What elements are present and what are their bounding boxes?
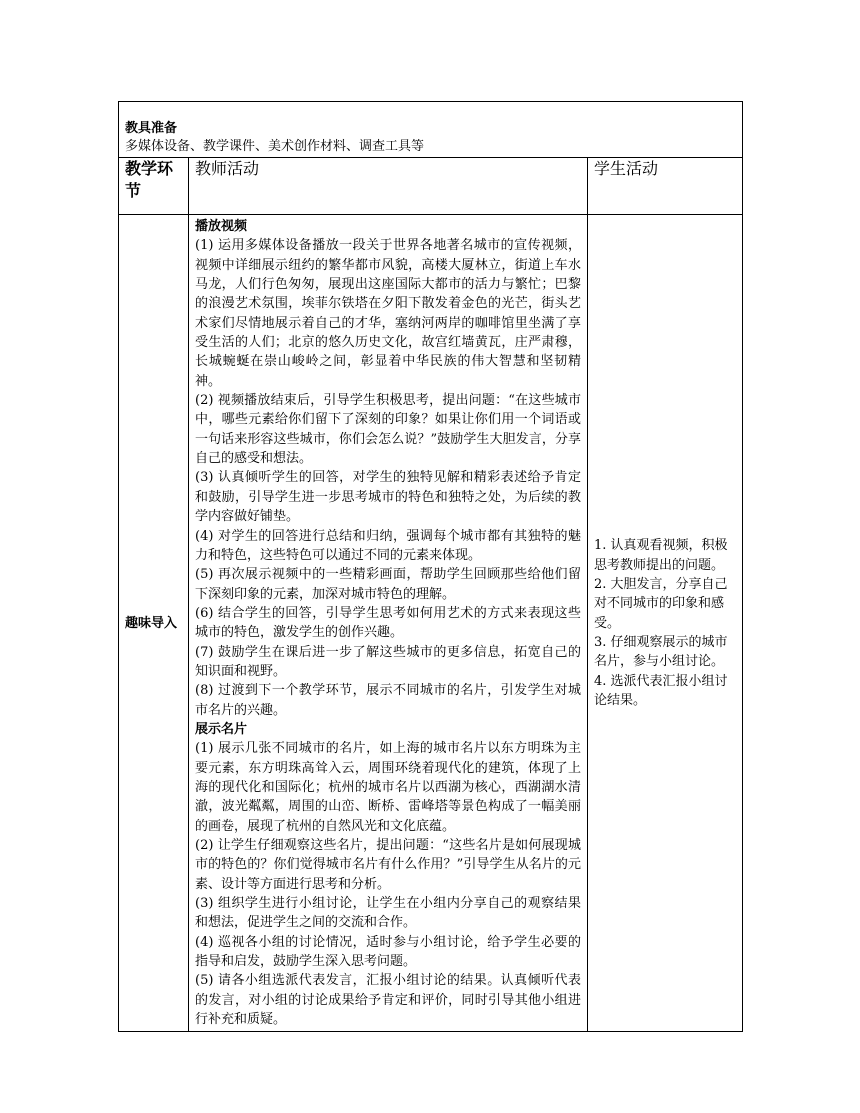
lesson-plan-table [118, 101, 743, 1032]
stage-cell [119, 215, 189, 1032]
teacher-item: (1) 运用多媒体设备播放一段关于世界各地著名城市的宣传视频，视频中详细展示纽约的繁华都市风貌，高楼大厦林立，街道上车水马龙，人们行色匆匆，展现出这座国际大都市的活力与繁忙；巴黎的浪漫艺术氛围，埃菲尔铁塔在夕阳下散发着金色的光芒，街头艺术家们尽情地展示着自己的才华，塞纳河两岸的咖啡馆里坐满了享受生活的人们；北京的悠久历史文化，故宫红墙黄瓦，庄严肃穆，长城蜿蜒在崇山峻岭之间，彰显着中华民族的伟大智慧和坚韧精神。 [195, 238, 581, 389]
teacher-activity-cell [189, 215, 588, 1032]
teacher-item: (5) 请各小组选派代表发言，汇报小组讨论的结果。认真倾听代表的发言，对小组的讨论成果给予肯定和评价，同时引导其他小组进行补充和质疑。 [195, 973, 581, 1028]
teacher-item: (1) 展示几张不同城市的名片，如上海的城市名片以东方明珠为主要元素，东方明珠高耸入云，周围环绕着现代化的建筑，体现了上海的现代化和国际化；杭州的城市名片以西湖为核心，西湖湖水清澈，波光粼粼，周围的山峦、断桥、雷峰塔等景色构成了一幅美丽的画卷，展现了杭州的自然风光和文化底蕴。 [195, 741, 581, 834]
prep-cell [119, 102, 743, 158]
student-item: 3. 仔细观察展示的城市名片，参与小组讨论。 [594, 634, 728, 670]
header-row [119, 158, 743, 215]
prep-title: 教具准备 [125, 121, 178, 136]
teacher-item: (2) 让学生仔细观察这些名片，提出问题：“这些名片是如何展现城市的特色的？你们觉得城市名片有什么作用？”引导学生从名片的元素、设计等方面进行思考和分析。 [195, 838, 581, 892]
prep-row [119, 102, 743, 158]
prep-text: 多媒体设备、教学课件、美术创作材料、调查工具等 [125, 139, 425, 154]
student-item: 4. 选派代表汇报小组讨论结果。 [594, 673, 728, 708]
header-teacher-cell [189, 158, 588, 215]
student-item: 2. 大胆发言，分享自己对不同城市的印象和感受。 [594, 576, 728, 631]
header-stage-cell [119, 158, 189, 215]
teacher-item: (5) 再次展示视频中的一些精彩画面，帮助学生回顾那些给他们留下深刻印象的元素，加深对城市特色的理解。 [195, 567, 581, 602]
header-student-cell [588, 158, 743, 215]
teacher-item: (4) 巡视各小组的讨论情况，适时参与小组讨论，给予学生必要的指导和启发，鼓励学生深入思考问题。 [195, 934, 581, 970]
teacher-item: (3) 组织学生进行小组讨论，让学生在小组内分享自己的观察结果和想法，促进学生之间的交流和合作。 [195, 896, 581, 931]
teacher-item: (3) 认真倾听学生的回答，对学生的独特见解和精彩表述给予肯定和鼓励，引导学生进一步思考城市的特色和独特之处，为后续的教学内容做好铺垫。 [195, 470, 581, 525]
teacher-item: (6) 结合学生的回答，引导学生思考如何用艺术的方式来表现这些城市的特色，激发学生的创作兴趣。 [195, 605, 581, 641]
stage-name: 趣味导入 [125, 615, 178, 631]
header-teacher: 教师活动 [195, 159, 260, 178]
header-student: 学生活动 [594, 159, 659, 178]
student-item: 1. 认真观看视频，积极思考教师提出的问题。 [594, 538, 728, 573]
header-stage: 教学环节 [125, 159, 174, 200]
section-title-cards: 展示名片 [195, 721, 248, 737]
teacher-item: (2) 视频播放结束后，引导学生积极思考，提出问题：“在这些城市中，哪些元素给你们留下了深刻的印象？如果让你们用一个词语或一句话来形容这些城市，你们会怎么说？”鼓励学生大胆发言，分享自己的感受和想法。 [195, 393, 581, 467]
student-activity-cell [588, 215, 743, 1032]
teacher-item: (7) 鼓励学生在课后进一步了解这些城市的更多信息，拓宽自己的知识面和视野。 [195, 644, 581, 679]
content-row [119, 215, 743, 1032]
teacher-item: (8) 过渡到下一个教学环节，展示不同城市的名片，引发学生对城市名片的兴趣。 [195, 683, 581, 718]
section-title-video: 播放视频 [195, 219, 248, 234]
teacher-item: (4) 对学生的回答进行总结和归纳，强调每个城市都有其独特的魅力和特色，这些特色可以通过不同的元素来体现。 [195, 528, 581, 563]
